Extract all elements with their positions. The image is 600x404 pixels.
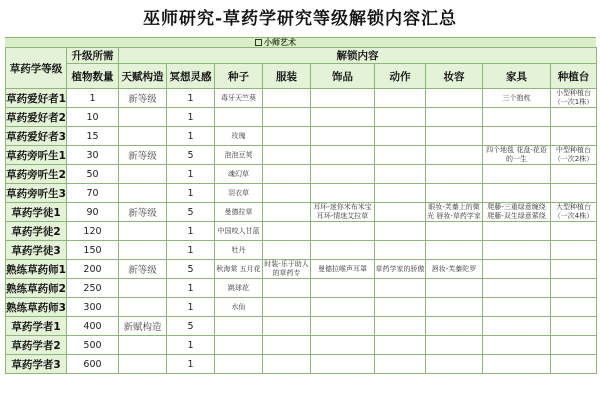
- header-action: 动作: [375, 64, 426, 89]
- cell-seed: 中国咬人甘蓝: [215, 222, 263, 241]
- cell-level: 200: [67, 260, 119, 279]
- cell-planter: [551, 222, 597, 241]
- table-row: [6, 108, 597, 127]
- cell-inspiration: 5: [167, 203, 215, 222]
- cell-rank: 草药爱好者2: [6, 108, 67, 127]
- cell-accessory: [311, 108, 375, 127]
- cell-accessory: [311, 317, 375, 336]
- cell-seed: [215, 108, 263, 127]
- cell-seed: 羽衣草: [215, 184, 263, 203]
- cell-makeup: [426, 317, 483, 336]
- cell-furniture: 三个抱枕: [483, 89, 551, 108]
- table-row: [6, 146, 597, 165]
- cell-outfit: [263, 355, 311, 374]
- cell-inspiration: 1: [167, 127, 215, 146]
- cell-seed: 牡丹: [215, 241, 263, 260]
- cell-makeup: [426, 241, 483, 260]
- cell-inspiration: 5: [167, 146, 215, 165]
- cell-accessory: [311, 336, 375, 355]
- cell-action: [375, 108, 426, 127]
- cell-makeup: [426, 355, 483, 374]
- cell-rank: 草药爱好者1: [6, 89, 67, 108]
- cell-planter: 中型种植台（一次2株）: [551, 146, 597, 165]
- cell-seed: 水仙: [215, 298, 263, 317]
- cell-talent: [119, 127, 167, 146]
- cell-action: [375, 222, 426, 241]
- cell-furniture: [483, 317, 551, 336]
- cell-rank: 草药学徒1: [6, 203, 67, 222]
- table-row: [6, 355, 597, 374]
- cell-makeup: [426, 222, 483, 241]
- cell-planter: [551, 336, 597, 355]
- header-level-top: 升级所需: [67, 48, 119, 64]
- page-title: 巫师研究-草药学研究等级解锁内容汇总: [142, 9, 458, 29]
- cell-inspiration: 1: [167, 336, 215, 355]
- cell-accessory: [311, 184, 375, 203]
- header-accessory: 饰品: [311, 64, 375, 89]
- cell-outfit: [263, 317, 311, 336]
- cell-seed: [215, 336, 263, 355]
- cell-talent: [119, 279, 167, 298]
- cell-level: 90: [67, 203, 119, 222]
- cell-level: 70: [67, 184, 119, 203]
- cell-inspiration: 1: [167, 165, 215, 184]
- cell-accessory: [311, 165, 375, 184]
- cell-planter: [551, 184, 597, 203]
- cell-inspiration: 5: [167, 260, 215, 279]
- cell-talent: [119, 222, 167, 241]
- header-row-top: [6, 48, 597, 64]
- cell-planter: 大型种植台（一次4株）: [551, 203, 597, 222]
- cell-action: [375, 146, 426, 165]
- cell-talent: [119, 298, 167, 317]
- cell-outfit: 时装-乐于助人的草药专: [264, 260, 309, 277]
- cell-talent: 新等级: [119, 146, 167, 165]
- cell-outfit: [263, 241, 311, 260]
- cell-outfit: [263, 89, 311, 108]
- cell-accessory: [311, 222, 375, 241]
- cell-accessory: 曼德拉喉声耳罩: [311, 260, 375, 279]
- table-row: [6, 241, 597, 260]
- cell-action: [375, 165, 426, 184]
- header-furniture: 家具: [483, 64, 551, 89]
- cell-rank: 草药学者2: [6, 336, 67, 355]
- cell-talent: 新等级: [119, 260, 167, 279]
- header-inspiration: 冥想灵感: [167, 64, 215, 89]
- cell-action: [375, 203, 426, 222]
- cell-makeup: 唇妆-芙蓁陀罗: [426, 260, 483, 279]
- cell-rank: 草药学徒2: [6, 222, 67, 241]
- table-row: [6, 203, 597, 222]
- cell-seed: 跳球花: [215, 279, 263, 298]
- header-planter: 种植台: [551, 64, 597, 89]
- table-row: [6, 298, 597, 317]
- cell-inspiration: 5: [167, 317, 215, 336]
- cell-planter: [551, 127, 597, 146]
- cell-furniture: [483, 279, 551, 298]
- cell-accessory: [311, 89, 375, 108]
- cell-level: 500: [67, 336, 119, 355]
- cell-outfit: [263, 279, 311, 298]
- cell-furniture: [483, 336, 551, 355]
- cell-level: 1: [67, 89, 119, 108]
- header-seed: 种子: [215, 64, 263, 89]
- cell-makeup: [426, 184, 483, 203]
- cell-rank: 草药旁听生1: [6, 146, 67, 165]
- cell-outfit: [263, 336, 311, 355]
- cell-talent: [119, 108, 167, 127]
- cell-furniture: 四个地毯 花盘-花语的一生: [483, 146, 551, 165]
- cell-furniture: [483, 260, 551, 279]
- cell-planter: [551, 241, 597, 260]
- cell-planter: [551, 260, 597, 279]
- cell-makeup: [426, 279, 483, 298]
- cell-talent: [119, 241, 167, 260]
- cell-accessory: [311, 127, 375, 146]
- cell-furniture: [483, 241, 551, 260]
- header-level-bot: 植物数量: [67, 64, 119, 89]
- cell-action: [375, 317, 426, 336]
- cell-outfit: [263, 127, 311, 146]
- cell-furniture: [483, 222, 551, 241]
- brand-text: 小师艺术: [264, 38, 296, 47]
- table-row: [6, 336, 597, 355]
- cell-action: [375, 298, 426, 317]
- cell-makeup: [426, 89, 483, 108]
- cell-talent: [119, 355, 167, 374]
- cell-action: [375, 241, 426, 260]
- cell-rank: 草药学者1: [6, 317, 67, 336]
- table-row: [6, 184, 597, 203]
- cell-rank: 熟练草药师2: [6, 279, 67, 298]
- table-row: [6, 89, 597, 108]
- cell-inspiration: 1: [167, 89, 215, 108]
- cell-outfit: [263, 165, 311, 184]
- cell-seed: [215, 317, 263, 336]
- cell-level: 50: [67, 165, 119, 184]
- logo-icon: [255, 39, 262, 46]
- cell-rank: 草药爱好者3: [6, 127, 67, 146]
- cell-level: 250: [67, 279, 119, 298]
- cell-inspiration: 1: [167, 279, 215, 298]
- cell-seed: [215, 355, 263, 374]
- cell-level: 150: [67, 241, 119, 260]
- cell-furniture: [483, 108, 551, 127]
- cell-makeup: [426, 165, 483, 184]
- cell-furniture: 爬藤-三重绿意缠绕 爬藤-双生绿意萦绕: [483, 203, 551, 222]
- cell-seed: 魂幻草: [215, 165, 263, 184]
- cell-accessory: [311, 355, 375, 374]
- table-row: [6, 222, 597, 241]
- cell-inspiration: 1: [167, 355, 215, 374]
- header-outfit: 服装: [263, 64, 311, 89]
- cell-talent: 新等级: [119, 89, 167, 108]
- cell-planter: [551, 279, 597, 298]
- cell-seed: 秋海棠 五月花: [215, 260, 263, 279]
- cell-seed: 曼德拉草: [215, 203, 263, 222]
- cell-talent: [119, 184, 167, 203]
- cell-outfit: [263, 184, 311, 203]
- header-makeup: 妆容: [426, 64, 483, 89]
- cell-makeup: 眼妆-芙蓁上的微光 唇妆-草药学家: [427, 203, 481, 220]
- cell-makeup: [426, 298, 483, 317]
- cell-talent: 新等级: [119, 203, 167, 222]
- cell-rank: 草药旁听生2: [6, 165, 67, 184]
- cell-level: 300: [67, 298, 119, 317]
- cell-furniture: [483, 184, 551, 203]
- cell-furniture: [483, 165, 551, 184]
- cell-action: [375, 127, 426, 146]
- cell-rank: 草药学徒3: [6, 241, 67, 260]
- cell-level: 120: [67, 222, 119, 241]
- cell-planter: [551, 108, 597, 127]
- cell-makeup: [426, 127, 483, 146]
- header-unlock: 解锁内容: [119, 48, 597, 64]
- cell-level: 15: [67, 127, 119, 146]
- cell-rank: 草药学者3: [6, 355, 67, 374]
- cell-makeup: [426, 108, 483, 127]
- cell-rank: 草药旁听生3: [6, 184, 67, 203]
- cell-makeup: [426, 146, 483, 165]
- cell-inspiration: 1: [167, 108, 215, 127]
- cell-rank: 熟练草药师3: [6, 298, 67, 317]
- cell-inspiration: 1: [167, 184, 215, 203]
- cell-accessory: [311, 298, 375, 317]
- header-rank: 草药学等级: [6, 48, 67, 89]
- cell-outfit: [263, 108, 311, 127]
- cell-talent: 新赋构造: [119, 317, 167, 336]
- table-row: [6, 127, 597, 146]
- cell-level: 10: [67, 108, 119, 127]
- cell-makeup: [426, 336, 483, 355]
- cell-seed: 毒牙天竺葵: [215, 89, 263, 108]
- cell-rank: 熟练草药师1: [6, 260, 67, 279]
- table-row: [6, 260, 597, 279]
- table-row: [6, 279, 597, 298]
- cell-inspiration: 1: [167, 222, 215, 241]
- cell-accessory: [311, 279, 375, 298]
- cell-planter: [551, 355, 597, 374]
- cell-planter: 小型种植台（一次1株）: [551, 89, 597, 108]
- cell-action: 草药学家的骄傲: [375, 260, 426, 279]
- cell-talent: [119, 165, 167, 184]
- cell-inspiration: 1: [167, 241, 215, 260]
- cell-action: [375, 184, 426, 203]
- cell-accessory: [311, 241, 375, 260]
- cell-level: 400: [67, 317, 119, 336]
- cell-accessory: 耳环-迷你米布米宝 耳环-情迷艾拉草: [311, 203, 375, 222]
- header-talent: 天赋构造: [119, 64, 167, 89]
- cell-seed: 泡泡豆荚: [215, 146, 263, 165]
- cell-talent: [119, 336, 167, 355]
- cell-level: 600: [67, 355, 119, 374]
- cell-furniture: [483, 355, 551, 374]
- cell-planter: [551, 298, 597, 317]
- cell-action: [375, 279, 426, 298]
- table-row: [6, 165, 597, 184]
- cell-action: [375, 336, 426, 355]
- cell-action: [375, 89, 426, 108]
- table-row: [6, 317, 597, 336]
- cell-outfit: [263, 203, 311, 222]
- unlock-table: [5, 47, 597, 374]
- cell-outfit: [263, 298, 311, 317]
- header-row-bottom: [6, 64, 597, 89]
- cell-seed: 玫瑰: [215, 127, 263, 146]
- cell-level: 30: [67, 146, 119, 165]
- cell-planter: [551, 165, 597, 184]
- cell-accessory: [311, 146, 375, 165]
- cell-outfit: [263, 146, 311, 165]
- cell-planter: [551, 317, 597, 336]
- cell-furniture: [483, 298, 551, 317]
- cell-outfit: [263, 222, 311, 241]
- cell-action: [375, 355, 426, 374]
- cell-furniture: [483, 127, 551, 146]
- cell-inspiration: 1: [167, 298, 215, 317]
